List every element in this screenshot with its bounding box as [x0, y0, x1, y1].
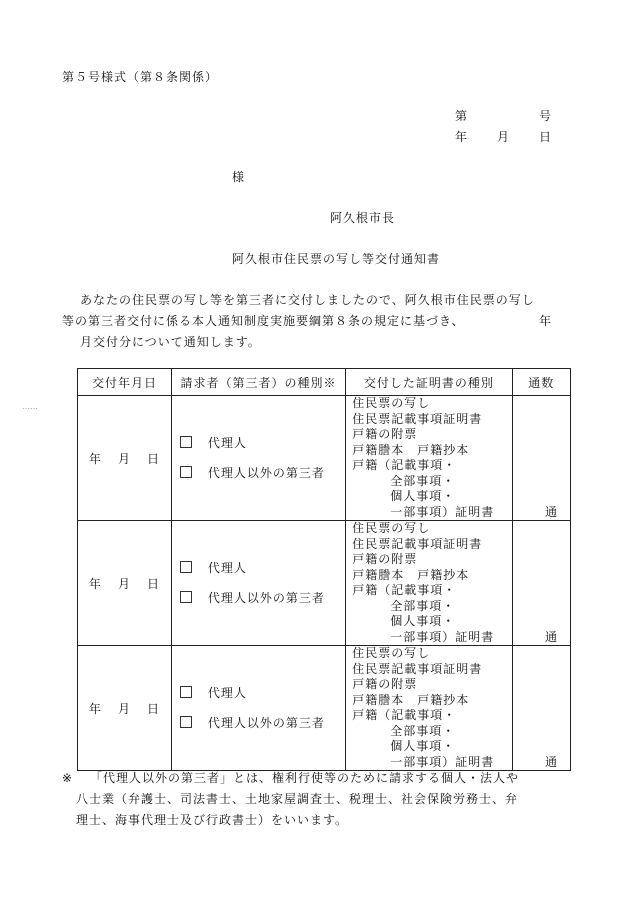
checkbox-icon[interactable]	[180, 591, 192, 603]
footnote	[62, 768, 572, 831]
checkbox-icon[interactable]	[180, 466, 192, 478]
row-certificate-types	[346, 396, 512, 521]
body-year-label: 年	[538, 314, 552, 328]
date-month-label: 月	[497, 130, 511, 144]
header-count: 通数	[512, 369, 570, 396]
row-date-day: 日	[146, 451, 160, 466]
requester-option-label: 代理人	[207, 686, 247, 700]
header-issue-date: 交付年月日	[78, 369, 172, 396]
row-date-month: 月	[117, 576, 131, 591]
recipient-honorific: 様	[232, 170, 246, 184]
doc-number-suffix: 号	[539, 109, 553, 123]
checkbox-icon[interactable]	[180, 716, 192, 728]
certificate-type: 戸籍謄本 戸籍抄本	[352, 692, 470, 707]
certificate-type: 住民票記載事項証明書	[352, 536, 483, 551]
row-date-month: 月	[117, 451, 131, 466]
header-requester-type: 請求者（第三者）の種別※	[171, 369, 345, 396]
requester-option-agent[interactable]	[172, 678, 345, 708]
certificate-type: 全部事項・	[390, 598, 456, 613]
requester-option-third-party[interactable]	[172, 708, 345, 738]
row-count: 通	[512, 396, 570, 521]
checkbox-icon[interactable]	[180, 686, 192, 698]
row-certificate-types	[346, 646, 512, 771]
certificate-type: 住民票の写し	[352, 646, 431, 660]
table-row	[78, 646, 571, 771]
certificate-type: 戸籍（記載事項・	[352, 458, 457, 472]
note-line-1: 「代理人以外の第三者」とは、権利行使等のために請求する個人・法人や	[90, 771, 520, 785]
row-count: 通	[512, 646, 570, 771]
row-certificate-types	[346, 521, 512, 646]
row-issue-date	[78, 646, 172, 771]
requester-option-third-party[interactable]	[172, 583, 345, 613]
certificate-type: 全部事項・	[390, 723, 456, 738]
certificate-type: 戸籍謄本 戸籍抄本	[352, 442, 470, 457]
row-requester-type	[171, 646, 345, 771]
certificate-type: 戸籍の附票	[352, 677, 418, 691]
note-line-2: 八士業（弁護士、司法書士、土地家屋調査士、税理士、社会保険労務士、弁	[76, 792, 519, 806]
table-row	[78, 396, 571, 521]
header-certificate-type: 交付した証明書の種別	[346, 369, 512, 396]
certificate-type: 住民票記載事項証明書	[352, 661, 483, 676]
row-issue-date	[78, 521, 172, 646]
issuance-records-table	[77, 368, 571, 771]
row-date-year: 年	[88, 576, 102, 591]
certificate-type: 個人事項・	[390, 489, 456, 503]
certificate-type: 一部事項）証明書	[390, 754, 495, 769]
requester-option-label: 代理人以外の第三者	[207, 591, 325, 605]
table-header-row	[78, 369, 571, 396]
row-date-month: 月	[117, 701, 131, 716]
note-line-3: 理士、海事代理士及び行政書士）をいいます。	[76, 813, 349, 827]
certificate-type: 戸籍謄本 戸籍抄本	[352, 567, 470, 582]
row-requester-type	[171, 521, 345, 646]
requester-option-label: 代理人	[207, 561, 247, 575]
body-line-2: 等の第三者交付に係る本人通知制度実施要綱第８条の規定に基づき、	[62, 314, 465, 328]
certificate-type: 一部事項）証明書	[390, 504, 495, 519]
notice-body	[62, 290, 572, 353]
date-year-label: 年	[455, 130, 469, 144]
requester-option-label: 代理人以外の第三者	[207, 716, 325, 730]
requester-option-label: 代理人	[207, 436, 247, 450]
row-date-year: 年	[88, 451, 102, 466]
requester-option-agent[interactable]	[172, 553, 345, 583]
table-row	[78, 521, 571, 646]
certificate-type: 住民票の写し	[352, 521, 431, 535]
certificate-type: 住民票の写し	[352, 396, 431, 410]
row-count: 通	[512, 521, 570, 646]
checkbox-icon[interactable]	[180, 436, 192, 448]
document-title: 阿久根市住民票の写し等交付通知書	[232, 252, 441, 266]
certificate-type: 一部事項）証明書	[390, 629, 495, 644]
body-line-1: あなたの住民票の写し等を第三者に交付しましたので、阿久根市住民票の写し	[80, 293, 535, 307]
requester-option-third-party[interactable]	[172, 458, 345, 488]
form-number: 第５号様式（第８条関係）	[62, 70, 219, 84]
doc-number-prefix: 第	[455, 109, 469, 123]
row-issue-date	[78, 396, 172, 521]
certificate-type: 住民票記載事項証明書	[352, 411, 483, 426]
certificate-type: 戸籍の附票	[352, 552, 418, 566]
body-line-3: 月交付分について通知します。	[80, 335, 261, 349]
margin-mark: ……	[22, 402, 38, 411]
certificate-type: 個人事項・	[390, 614, 456, 628]
row-date-year: 年	[88, 701, 102, 716]
certificate-type: 戸籍の附票	[352, 427, 418, 441]
row-date-day: 日	[146, 576, 160, 591]
row-requester-type	[171, 396, 345, 521]
certificate-type: 戸籍（記載事項・	[352, 708, 457, 722]
certificate-type: 戸籍（記載事項・	[352, 583, 457, 597]
checkbox-icon[interactable]	[180, 561, 192, 573]
document-number-field	[455, 107, 553, 124]
date-day-label: 日	[539, 130, 553, 144]
requester-option-agent[interactable]	[172, 428, 345, 458]
certificate-type: 全部事項・	[390, 473, 456, 488]
note-mark: ※	[62, 771, 74, 785]
requester-option-label: 代理人以外の第三者	[207, 466, 325, 480]
certificate-type: 個人事項・	[390, 739, 456, 753]
row-date-day: 日	[146, 701, 160, 716]
issuer-name: 阿久根市長	[330, 211, 396, 225]
